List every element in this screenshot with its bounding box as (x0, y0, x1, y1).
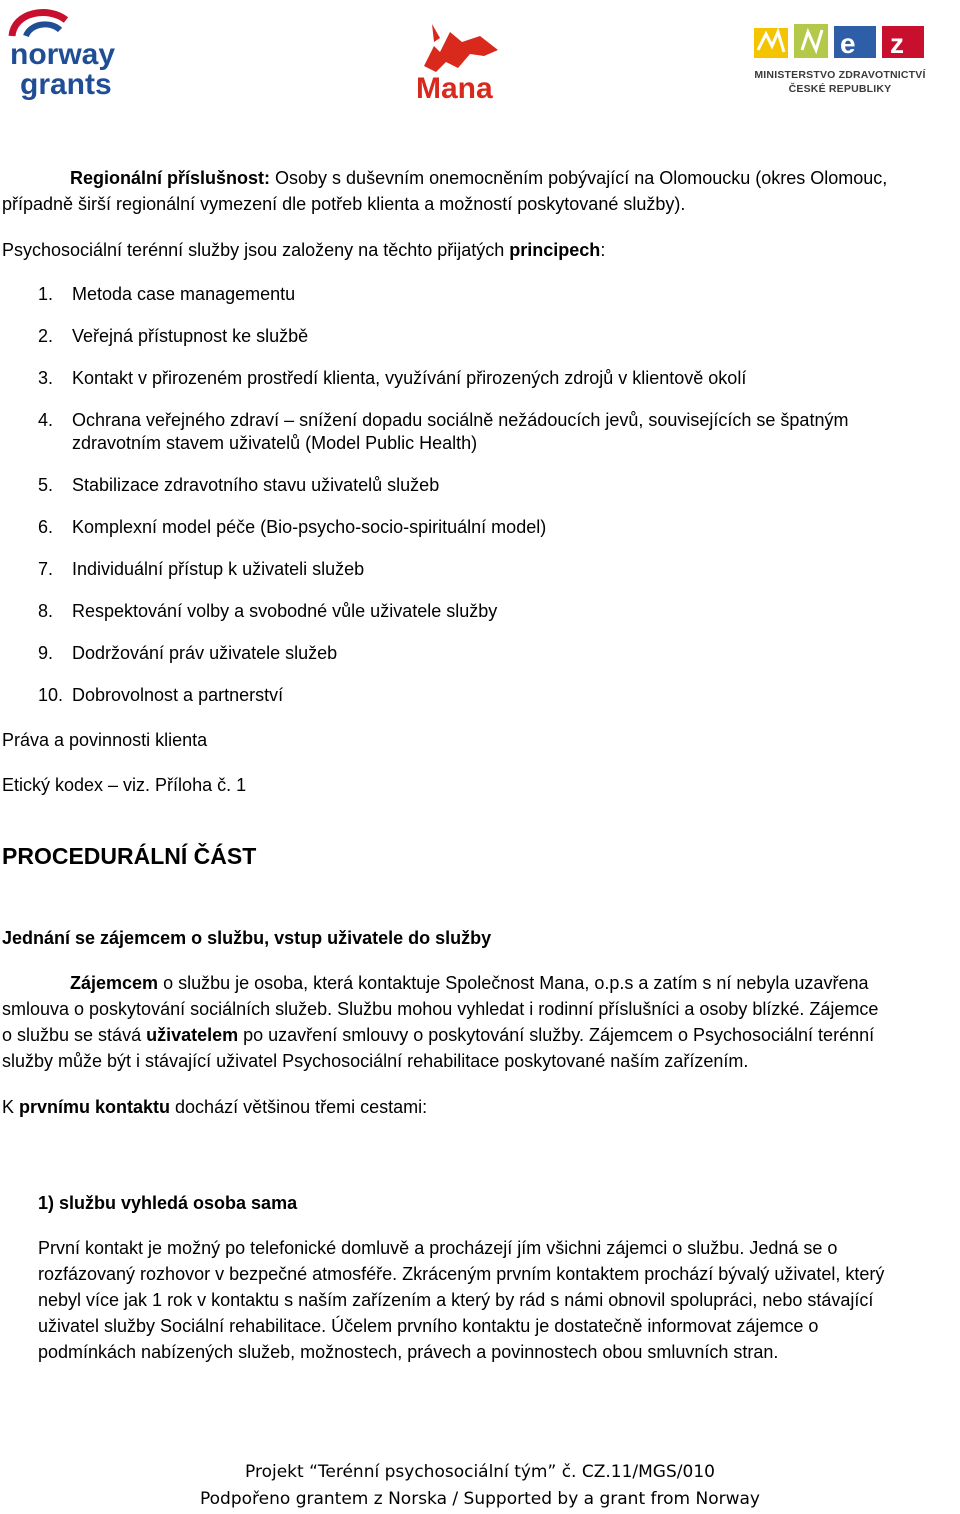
ethics-line: Etický kodex – viz. Příloha č. 1 (2, 775, 247, 795)
list-item (38, 367, 958, 390)
list-item-text: Individuální přístup k uživateli služeb (72, 559, 365, 579)
list-item-text: Respektování volby a svobodné vůle uživatele služby (72, 601, 498, 621)
list-item-text: Ochrana veřejného zdraví – snížení dopadu sociálně nežádoucích jevů, souvisejících se špatným zdravotním stavem uživatelů (Model Public Health) (72, 410, 849, 453)
ministry-line2: ČESKÉ REPUBLIKY (788, 83, 892, 95)
list-item (38, 283, 958, 306)
list-item-text: Stabilizace zdravotního stavu uživatelů služeb (72, 475, 440, 495)
way1-heading: 1) službu vyhledá osoba sama (38, 1193, 298, 1213)
contact-heading: Jednání se zájemcem o službu, vstup uživatele do služby (2, 928, 492, 948)
way1-line-4: uživatel služby Sociální rehabilitace. Účelem prvního kontaktu je dostatečně informovat zájemce o (38, 1316, 819, 1336)
grants-text: grants (20, 68, 112, 101)
rights-line: Práva a povinnosti klienta (2, 730, 208, 750)
svg-text:z: z (890, 28, 904, 59)
list-item-text: Komplexní model péče (Bio-psycho-socio-spirituální model) (72, 517, 547, 537)
footer-grant-line: Podpořeno grantem z Norska / Supported by a grant from Norway (200, 1489, 760, 1509)
regional-text-1: Osoby s duševním onemocněním pobývající na Olomoucku (okres Olomouc, (270, 168, 888, 188)
list-item-text: Dodržování práv uživatele služeb (72, 643, 338, 663)
list-item (38, 558, 958, 581)
list-item-number: 6. (38, 517, 54, 537)
list-item-number: 4. (38, 410, 54, 430)
ministry-line1: MINISTERSTVO ZDRAVOTNICTVÍ (754, 69, 926, 81)
applicant-text-3b: po uzavření smlouvy o poskytování služby. Zájemcem o Psychosociální terénní (238, 1025, 875, 1045)
principles-intro-text: Psychosociální terénní služby jsou založeny na těchto přijatých (2, 240, 510, 260)
applicant-paragraph (2, 970, 960, 1074)
list-item-number: 10. (38, 685, 64, 705)
way1-line-5: podmínkách nabízených služeb, možnostech, právech a povinnostech obou smluvních stran. (38, 1342, 779, 1362)
list-item-number: 7. (38, 559, 54, 579)
list-item-text: Dobrovolnost a partnerství (72, 685, 284, 705)
applicant-text-4: služby může být i stávající uživatel Psychosociální rehabilitace poskytované naším zařízením. (2, 1051, 749, 1071)
footer-project-line: Projekt “Terénní psychosociální tým” č. CZ.11/MGS/010 (245, 1462, 715, 1482)
list-item (38, 325, 958, 348)
regional-text-2: případně širší regionální vymezení dle potřeb klienta a možností poskytované služby). (2, 194, 686, 214)
mana-logo (410, 16, 520, 104)
list-item-number: 2. (38, 326, 54, 346)
mana-text: Mana (416, 72, 493, 104)
list-item-text: Metoda case managementu (72, 284, 296, 304)
way1-line-2: rozfázovaný rozhovor v bezpečné atmosféře. Zkráceným prvním kontaktem prochází bývalý uživatel, který (38, 1264, 885, 1284)
way1-paragraph (38, 1235, 960, 1365)
principles-intro (2, 237, 960, 263)
first-contact-bold: prvnímu kontaktu (19, 1097, 171, 1117)
way1-line-3: nebyl více jak 1 rok v kontaktu s naším zařízením a který by rád s námi obnovil spolupráci, nebo stávající (38, 1290, 874, 1310)
applicant-text-3a: o službu se stává (2, 1025, 147, 1045)
list-item-text: Veřejná přístupnost ke službě (72, 326, 309, 346)
list-item-number: 1. (38, 284, 54, 304)
list-item-number: 5. (38, 475, 54, 495)
list-item (38, 474, 958, 497)
list-item (38, 642, 958, 665)
applicant-user-bold: uživatelem (146, 1025, 239, 1045)
procedural-heading: PROCEDURÁLNÍ ČÁST (2, 843, 257, 869)
way1-line-1: První kontakt je možný po telefonické domluvě a procházejí jím všichni zájemci o službu. Jedná se o (38, 1238, 838, 1258)
fox-icon (410, 16, 520, 104)
principles-intro-end: : (600, 240, 606, 260)
applicant-text-2: smlouva o poskytování sociálních služeb. Službu mohou vyhledat i rodinní příslušníci a osoby blízké. Zájemce (2, 999, 879, 1019)
list-item (38, 600, 958, 623)
list-item (38, 684, 958, 707)
principles-intro-bold: principech (509, 240, 601, 260)
ministry-emblem-icon (750, 20, 930, 64)
list-item-number: 3. (38, 368, 54, 388)
first-contact-line (2, 1094, 960, 1120)
applicant-bold: Zájemcem (70, 973, 159, 993)
svg-text:e: e (840, 28, 856, 59)
ministry-name (750, 68, 930, 96)
norway-grants-emblem-icon (8, 6, 150, 102)
applicant-text-1: o službu je osoba, která kontaktuje Společnost Mana, o.p.s a zatím s ní nebyla uzavřena (158, 973, 869, 993)
regional-paragraph (2, 165, 960, 217)
ministry-logo (750, 20, 930, 102)
list-item (38, 409, 958, 455)
list-item (38, 516, 958, 539)
first-contact-text-2: dochází většinou třemi cestami: (170, 1097, 428, 1117)
list-item-number: 8. (38, 601, 54, 621)
norway-text: norway (10, 38, 116, 71)
list-item-number: 9. (38, 643, 54, 663)
first-contact-text-1: K (2, 1097, 20, 1117)
norway-grants-logo (8, 6, 150, 102)
regional-label: Regionální příslušnost: (70, 168, 271, 188)
list-item-text: Kontakt v přirozeném prostředí klienta, využívání přirozených zdrojů v klientově okolí (72, 368, 747, 388)
